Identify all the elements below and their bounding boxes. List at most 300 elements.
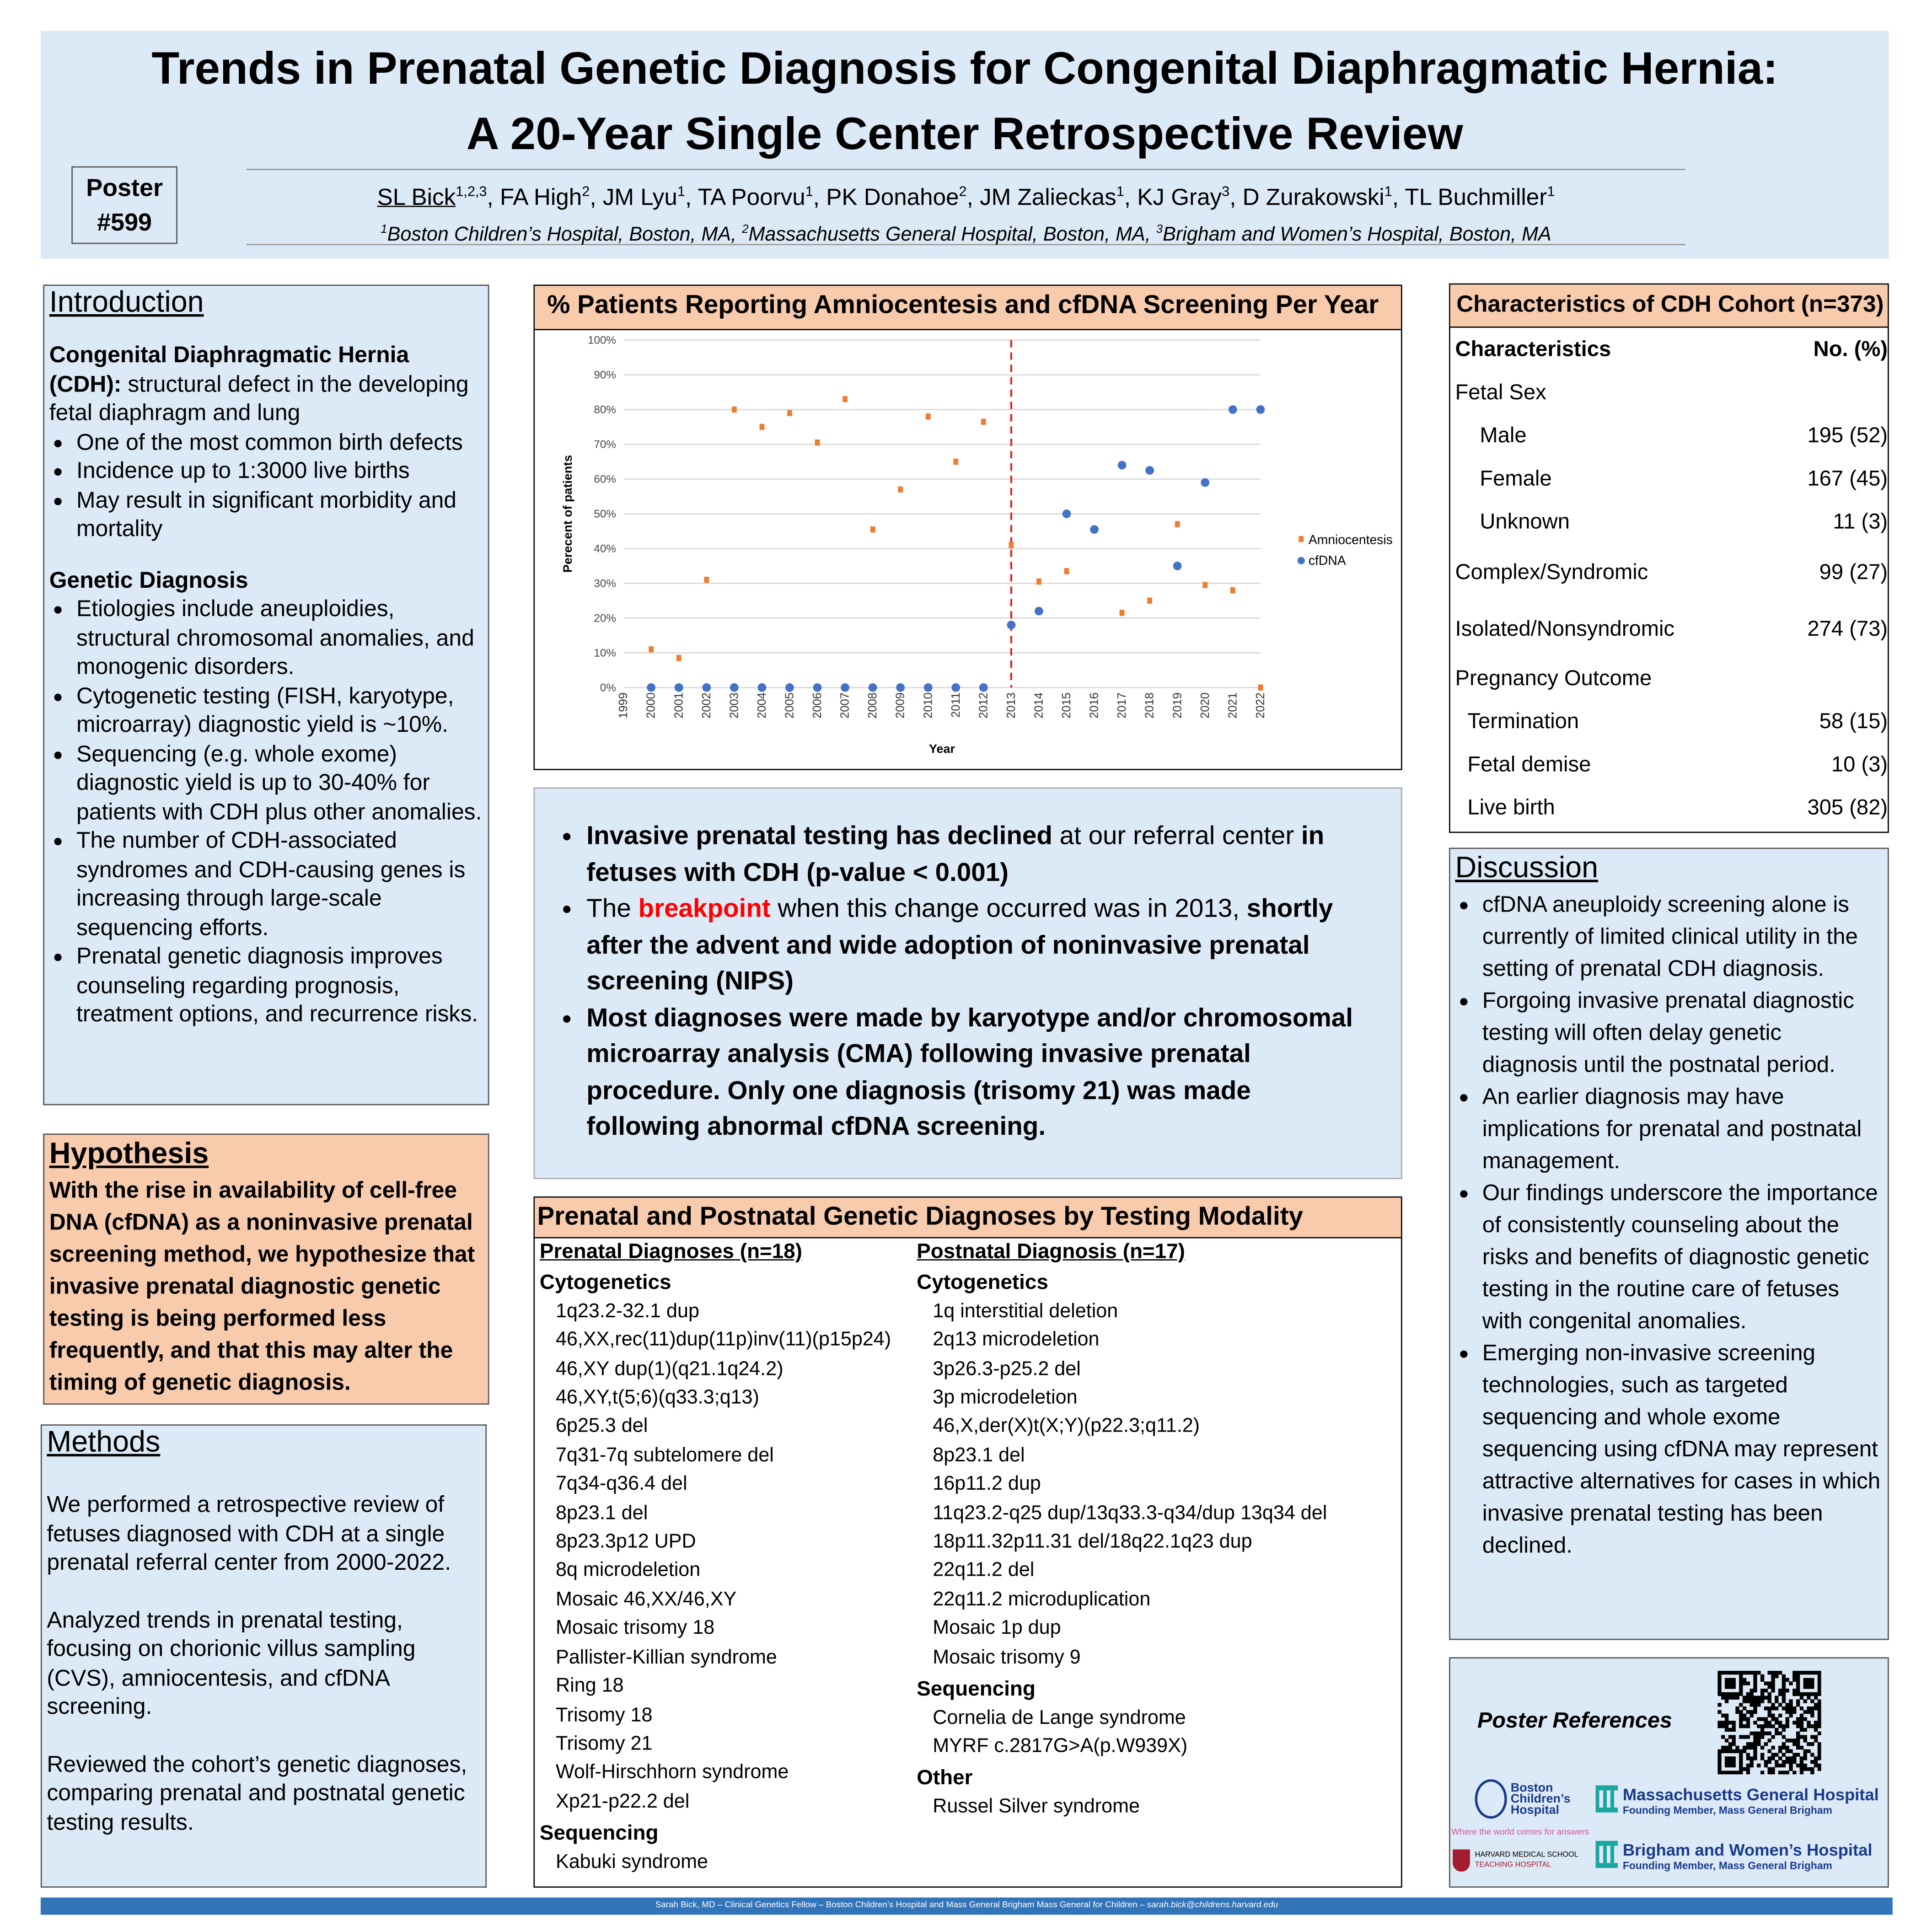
hypothesis-text: With the rise in availability of cell-free DNA (cfDNA) as a noninvasive prenatal screening method, we hypothesize that invasive prenatal diagnostic genetic testing is being performed less frequently, and that this may alter the timing of genetic diagnosis. xyxy=(49,1176,475,1395)
qr-module xyxy=(1818,1750,1821,1753)
qr-module xyxy=(1803,1699,1807,1703)
qr-module xyxy=(1800,1696,1803,1700)
qr-module xyxy=(1757,1732,1760,1735)
qr-module xyxy=(1800,1764,1803,1767)
references-panel xyxy=(1449,1657,1889,1888)
qr-module xyxy=(1768,1692,1771,1696)
qr-module xyxy=(1789,1760,1792,1764)
qr-module xyxy=(1778,1746,1782,1750)
qr-module xyxy=(1746,1671,1750,1674)
qr-module xyxy=(1810,1681,1814,1685)
x-tick-label: 2022 xyxy=(1254,692,1267,719)
qr-module xyxy=(1753,1753,1757,1756)
qr-module xyxy=(1750,1710,1754,1714)
qr-module xyxy=(1728,1764,1732,1767)
qr-module xyxy=(1764,1742,1768,1746)
qr-module xyxy=(1814,1739,1818,1742)
qr-module xyxy=(1750,1689,1754,1692)
qr-module xyxy=(1818,1674,1821,1678)
qr-module xyxy=(1771,1674,1775,1678)
qr-module xyxy=(1725,1721,1728,1724)
qr-module xyxy=(1789,1699,1792,1703)
qr-module xyxy=(1768,1760,1771,1764)
col-characteristics: Characteristics xyxy=(1455,336,1611,361)
qr-module xyxy=(1768,1681,1771,1685)
characteristic-label: Fetal demise xyxy=(1467,751,1591,777)
qr-module xyxy=(1760,1756,1764,1760)
qr-module xyxy=(1717,1724,1721,1728)
author-affiliation-sup: 1 xyxy=(1384,185,1392,200)
qr-module xyxy=(1732,1760,1736,1764)
qr-module xyxy=(1778,1756,1782,1760)
qr-module xyxy=(1746,1724,1750,1728)
qr-module xyxy=(1778,1771,1782,1774)
diagnosis-item: 3p microdeletion xyxy=(933,1387,1078,1409)
x-tick-label: 2014 xyxy=(1032,692,1046,719)
characteristic-label: Live birth xyxy=(1467,794,1555,820)
qr-module xyxy=(1771,1746,1775,1750)
qr-module xyxy=(1771,1717,1775,1721)
y-tick-label: 10% xyxy=(594,647,616,660)
qr-module xyxy=(1746,1721,1750,1724)
qr-module xyxy=(1760,1678,1764,1682)
qr-module xyxy=(1743,1750,1746,1753)
x-tick-label: 2019 xyxy=(1171,692,1184,719)
qr-module xyxy=(1739,1714,1743,1717)
genetic-bullets xyxy=(49,594,483,1028)
diagnosis-item: Kabuki syndrome xyxy=(555,1851,708,1873)
qr-module xyxy=(1732,1692,1736,1696)
legend-cfdna-marker xyxy=(1298,557,1305,564)
y-tick-label: 50% xyxy=(594,508,616,521)
author-affiliation-sup: 1 xyxy=(1116,185,1124,200)
qr-module xyxy=(1792,1753,1796,1756)
legend-label: Amniocentesis xyxy=(1308,532,1393,547)
diagnosis-item: 1q23.2-32.1 dup xyxy=(555,1301,699,1322)
qr-module xyxy=(1792,1742,1796,1746)
qr-module xyxy=(1778,1671,1782,1674)
qr-module xyxy=(1725,1756,1728,1760)
finding-1-text: at our referral center xyxy=(1052,821,1301,850)
discussion-bullet: • cfDNA aneuploidy screening alone is currently of limited clinical utility in the setting of prenatal CDH diagnosis. xyxy=(1482,888,1883,984)
qr-module xyxy=(1786,1721,1789,1724)
qr-module xyxy=(1782,1674,1786,1678)
qr-module xyxy=(1800,1771,1803,1774)
qr-module xyxy=(1732,1771,1736,1774)
affiliations xyxy=(247,217,1685,250)
author-list: SL Bick$^{1,2,3}$, FA High$^2$, JM Lyu$^1$, TA Poorvu$^1$, PK Donahoe$^2$, JM Zalieckas$^1$, KJ Gray$^3$, D Zurakowski$^1$, TL Buchmiller$^1$ xyxy=(377,185,1555,211)
characteristics-row xyxy=(1455,743,1888,786)
qr-module xyxy=(1728,1721,1732,1724)
qr-module xyxy=(1735,1746,1739,1750)
qr-module xyxy=(1717,1678,1721,1682)
qr-module xyxy=(1782,1728,1786,1732)
qr-module xyxy=(1789,1707,1792,1710)
qr-module xyxy=(1732,1671,1736,1674)
qr-module xyxy=(1753,1703,1757,1707)
qr-module xyxy=(1818,1692,1821,1696)
diagnosis-item: Russel Silver syndrome xyxy=(933,1796,1140,1817)
y-tick-label: 30% xyxy=(594,577,616,590)
qr-module xyxy=(1786,1707,1789,1710)
qr-module xyxy=(1796,1735,1800,1739)
qr-code[interactable] xyxy=(1717,1671,1821,1774)
methods-paragraph: Reviewed the cohort’s genetic diagnoses, comparing prenatal and postnatal genetic testing results. xyxy=(47,1750,467,1834)
qr-module xyxy=(1760,1735,1764,1739)
qr-module xyxy=(1739,1689,1743,1692)
qr-module xyxy=(1768,1767,1771,1771)
qr-module xyxy=(1746,1764,1750,1767)
qr-module xyxy=(1771,1671,1775,1674)
qr-module xyxy=(1743,1724,1746,1728)
characteristic-label: Complex/Syndromic xyxy=(1455,558,1648,584)
qr-module xyxy=(1764,1689,1768,1692)
qr-module xyxy=(1760,1717,1764,1721)
qr-module xyxy=(1743,1678,1746,1682)
qr-module xyxy=(1803,1717,1807,1721)
author-name: SL Bick xyxy=(377,185,456,211)
qr-module xyxy=(1796,1678,1800,1682)
affiliation-sup: 2 xyxy=(742,223,749,237)
x-tick-label: 2004 xyxy=(755,692,768,719)
qr-module xyxy=(1728,1678,1732,1682)
bch-line1: Boston xyxy=(1510,1781,1553,1795)
characteristic-value: 11 (3) xyxy=(1833,509,1888,534)
finding-2-bold: shortly after the advent and wide adoption of noninvasive prenatal screening (NIPS) xyxy=(586,894,1333,996)
cdh-term: Congenital Diaphragmatic Hernia (CDH): xyxy=(49,341,409,397)
qr-module xyxy=(1750,1692,1754,1696)
qr-module xyxy=(1768,1671,1771,1674)
qr-module xyxy=(1739,1750,1743,1753)
qr-module xyxy=(1782,1735,1786,1739)
amniocentesis-point xyxy=(1036,579,1041,585)
qr-module xyxy=(1803,1767,1807,1771)
qr-module xyxy=(1739,1735,1743,1739)
amniocentesis-point xyxy=(815,440,820,445)
qr-module xyxy=(1746,1753,1750,1756)
cfdna-point xyxy=(785,683,794,692)
qr-module xyxy=(1728,1742,1732,1746)
qr-module xyxy=(1750,1742,1754,1746)
qr-module xyxy=(1803,1685,1807,1689)
methods-title: Methods xyxy=(47,1425,161,1459)
x-tick-label: 2005 xyxy=(783,692,796,719)
qr-module xyxy=(1725,1671,1728,1674)
characteristic-value: 305 (82) xyxy=(1807,794,1888,820)
qr-module xyxy=(1807,1685,1810,1689)
qr-module xyxy=(1782,1681,1786,1685)
qr-module xyxy=(1778,1692,1782,1696)
finding-3 xyxy=(586,1000,1364,1145)
qr-module xyxy=(1800,1721,1803,1724)
qr-module xyxy=(1775,1753,1778,1756)
qr-module xyxy=(1796,1681,1800,1685)
qr-module xyxy=(1728,1771,1732,1774)
cfdna-point xyxy=(813,683,822,692)
cdh-bullet: • One of the most common birth defects xyxy=(76,427,483,456)
author-affiliation-sup: 1 xyxy=(1547,185,1555,200)
amniocentesis-point xyxy=(1064,568,1069,574)
qr-module xyxy=(1814,1764,1818,1767)
qr-module xyxy=(1743,1767,1746,1771)
qr-module xyxy=(1743,1696,1746,1700)
qr-module xyxy=(1803,1750,1807,1753)
qr-module xyxy=(1792,1760,1796,1764)
qr-module xyxy=(1786,1739,1789,1742)
qr-module xyxy=(1782,1696,1786,1700)
methods-panel xyxy=(41,1424,487,1888)
qr-module xyxy=(1739,1678,1743,1682)
qr-module xyxy=(1818,1681,1821,1685)
qr-module xyxy=(1775,1671,1778,1674)
qr-module xyxy=(1757,1703,1760,1707)
qr-module xyxy=(1786,1756,1789,1760)
finding-1-bold2: in fetuses with CDH (p-value < 0.001) xyxy=(586,821,1325,887)
diagnosis-item: Cornelia de Lange syndrome xyxy=(933,1707,1186,1728)
qr-module xyxy=(1735,1750,1739,1753)
introduction-title: Introduction xyxy=(49,285,204,319)
qr-module xyxy=(1789,1739,1792,1742)
qr-module xyxy=(1717,1764,1721,1767)
qr-module xyxy=(1810,1753,1814,1756)
amniocentesis-point xyxy=(759,424,764,430)
qr-module xyxy=(1786,1760,1789,1764)
qr-module xyxy=(1792,1678,1796,1682)
y-tick-label: 70% xyxy=(594,438,616,451)
author-name: JM Zalieckas xyxy=(980,185,1116,211)
qr-module xyxy=(1768,1732,1771,1735)
cfdna-point xyxy=(1090,525,1099,534)
characteristics-row xyxy=(1455,543,1888,600)
qr-module xyxy=(1792,1721,1796,1724)
diagnosis-item: 6p25.3 del xyxy=(555,1416,648,1438)
diagnosis-item: 8p23.1 del xyxy=(555,1503,648,1524)
qr-module xyxy=(1739,1671,1743,1674)
genetic-diagnosis-title: Genetic Diagnosis xyxy=(49,566,248,592)
qr-module xyxy=(1739,1692,1743,1696)
title-line-1: Trends in Prenatal Genetic Diagnosis for Congenital Diaphragmatic Hernia: xyxy=(151,43,1778,94)
qr-module xyxy=(1732,1728,1736,1732)
qr-module xyxy=(1768,1724,1771,1728)
qr-module xyxy=(1725,1760,1728,1764)
qr-module xyxy=(1728,1746,1732,1750)
x-tick-label: 2013 xyxy=(1004,692,1018,719)
qr-module xyxy=(1778,1721,1782,1724)
diagnosis-group-title: Other xyxy=(917,1766,973,1790)
qr-module xyxy=(1746,1756,1750,1760)
affiliation-name: Boston Children’s Hospital, Boston, MA, xyxy=(387,225,742,246)
qr-module xyxy=(1778,1732,1782,1735)
qr-module xyxy=(1775,1696,1778,1700)
qr-module xyxy=(1814,1721,1818,1724)
qr-module xyxy=(1743,1699,1746,1703)
qr-module xyxy=(1739,1764,1743,1767)
characteristic-value: 274 (73) xyxy=(1807,615,1888,640)
qr-module xyxy=(1753,1746,1757,1750)
affiliation-name: Brigham and Women’s Hospital, Boston, MA xyxy=(1163,225,1551,246)
amniocentesis-point xyxy=(953,459,958,465)
qr-module xyxy=(1818,1732,1821,1735)
qr-module xyxy=(1810,1685,1814,1689)
amniocentesis-point xyxy=(732,407,737,413)
x-tick-label: 2006 xyxy=(811,692,824,719)
cfdna-point xyxy=(951,683,960,692)
qr-module xyxy=(1807,1692,1810,1696)
qr-module xyxy=(1778,1689,1782,1692)
qr-module xyxy=(1739,1756,1743,1760)
qr-module xyxy=(1796,1689,1800,1692)
qr-module xyxy=(1810,1742,1814,1746)
qr-module xyxy=(1732,1742,1736,1746)
cfdna-point xyxy=(979,683,988,692)
author-name: FA High xyxy=(499,185,582,211)
qr-module xyxy=(1800,1724,1803,1728)
qr-module xyxy=(1810,1699,1814,1703)
qr-module xyxy=(1721,1714,1725,1717)
mgh-name: Massachusetts General Hospital xyxy=(1622,1785,1879,1804)
discussion-bullet: • Our findings underscore the importance of consistently counseling about the risks and benefits of diagnostic genetic testing in the routine care of fetuses with congenital anomalies. xyxy=(1482,1177,1883,1337)
qr-module xyxy=(1728,1750,1732,1753)
qr-module xyxy=(1782,1685,1786,1689)
qr-module xyxy=(1725,1685,1728,1689)
qr-module xyxy=(1818,1746,1821,1750)
qr-module xyxy=(1753,1756,1757,1760)
qr-module xyxy=(1771,1724,1775,1728)
poster-number-box xyxy=(71,166,177,244)
author-name: JM Lyu xyxy=(602,185,677,211)
characteristics-row xyxy=(1455,700,1888,743)
qr-module xyxy=(1721,1671,1725,1674)
qr-module xyxy=(1814,1735,1818,1739)
qr-module xyxy=(1743,1717,1746,1721)
findings-panel xyxy=(533,787,1402,1179)
qr-module xyxy=(1803,1764,1807,1767)
footer-email[interactable]: sarah.bick@childrens.harvard.edu xyxy=(1147,1901,1278,1910)
characteristic-value: 195 (52) xyxy=(1807,423,1888,447)
footer xyxy=(41,1898,1893,1915)
characteristics-panel xyxy=(1449,284,1889,833)
introduction-panel xyxy=(43,284,489,1105)
qr-module xyxy=(1818,1689,1821,1692)
qr-module xyxy=(1803,1678,1807,1682)
qr-module xyxy=(1818,1756,1821,1760)
qr-module xyxy=(1735,1710,1739,1714)
x-tick-label: 2002 xyxy=(700,692,713,719)
qr-module xyxy=(1760,1696,1764,1700)
qr-module xyxy=(1717,1721,1721,1724)
qr-module xyxy=(1768,1696,1771,1700)
qr-module xyxy=(1732,1696,1736,1700)
qr-module xyxy=(1732,1678,1736,1682)
y-tick-label: 100% xyxy=(587,334,616,347)
title-line-2: A 20-Year Single Center Retrospective Review xyxy=(466,108,1463,159)
characteristics-header-row xyxy=(1455,328,1888,371)
qr-module xyxy=(1739,1717,1743,1721)
diagnosis-item: 22q11.2 microduplication xyxy=(933,1589,1151,1610)
x-tick-label: 2011 xyxy=(949,692,962,718)
discussion-title: Discussion xyxy=(1455,851,1599,885)
qr-module xyxy=(1792,1771,1796,1774)
qr-module xyxy=(1750,1703,1754,1707)
qr-module xyxy=(1768,1685,1771,1689)
qr-module xyxy=(1750,1746,1754,1750)
qr-module xyxy=(1717,1750,1721,1753)
qr-module xyxy=(1800,1714,1803,1717)
bwh-building-icon xyxy=(1596,1841,1618,1868)
qr-module xyxy=(1768,1707,1771,1710)
cfdna-point xyxy=(1229,405,1237,414)
x-tick-label: 2012 xyxy=(977,692,990,719)
qr-module xyxy=(1818,1710,1821,1714)
diagnosis-item: 8p23.3p12 UPD xyxy=(555,1531,696,1553)
cfdna-point xyxy=(1145,466,1154,475)
amniocentesis-point xyxy=(1120,610,1125,616)
qr-module xyxy=(1786,1710,1789,1714)
qr-module xyxy=(1796,1732,1800,1735)
qr-module xyxy=(1771,1714,1775,1717)
author-affiliation-sup: 3 xyxy=(1222,185,1230,200)
qr-module xyxy=(1768,1714,1771,1717)
qr-module xyxy=(1717,1753,1721,1756)
finding-2-pre: The xyxy=(586,894,639,923)
qr-module xyxy=(1818,1671,1821,1674)
qr-module xyxy=(1764,1732,1768,1735)
qr-module xyxy=(1743,1746,1746,1750)
qr-module xyxy=(1768,1699,1771,1703)
qr-module xyxy=(1786,1678,1789,1682)
qr-module xyxy=(1746,1735,1750,1739)
cfdna-point xyxy=(647,683,655,692)
amniocentesis-point xyxy=(1009,542,1014,548)
qr-module xyxy=(1810,1735,1814,1739)
author-name: D Zurakowski xyxy=(1242,185,1385,211)
qr-module xyxy=(1750,1714,1754,1717)
qr-module xyxy=(1800,1728,1803,1732)
amniocentesis-point xyxy=(704,577,709,583)
qr-module xyxy=(1810,1724,1814,1728)
diagnosis-item: Mosaic trisomy 9 xyxy=(933,1647,1081,1668)
qr-module xyxy=(1753,1735,1757,1739)
mgh-logo xyxy=(1596,1785,1879,1816)
diagnosis-item: 3p26.3-p25.2 del xyxy=(933,1358,1081,1380)
qr-module xyxy=(1717,1685,1721,1689)
diagnoses-title: Prenatal and Postnatal Genetic Diagnoses by Testing Modality xyxy=(535,1197,1401,1238)
qr-module xyxy=(1760,1689,1764,1692)
qr-module xyxy=(1771,1685,1775,1689)
discussion-bullet: • Emerging non-invasive screening technologies, such as targeted sequencing and whole exome sequencing using cfDNA may represent attractive alternatives for cases in which invasive prenatal testing has been declined. xyxy=(1482,1337,1883,1561)
qr-module xyxy=(1764,1707,1768,1710)
qr-module xyxy=(1810,1678,1814,1682)
cfdna-point xyxy=(1063,510,1071,518)
qr-module xyxy=(1796,1739,1800,1742)
x-tick-label: 2001 xyxy=(672,692,686,719)
cfdna-point xyxy=(1007,621,1015,629)
qr-module xyxy=(1775,1732,1778,1735)
y-tick-label: 40% xyxy=(594,542,616,555)
x-tick-label: 2010 xyxy=(922,692,935,719)
qr-module xyxy=(1753,1750,1757,1753)
qr-module xyxy=(1743,1714,1746,1717)
qr-module xyxy=(1803,1681,1807,1685)
qr-module xyxy=(1796,1699,1800,1703)
diagnosis-item: 46,XY,t(5;6)(q33.3;q13) xyxy=(555,1387,759,1409)
chart-panel xyxy=(533,284,1402,770)
amniocentesis-point xyxy=(649,646,654,652)
characteristic-value: 10 (3) xyxy=(1831,751,1888,777)
qr-module xyxy=(1717,1681,1721,1685)
qr-module xyxy=(1739,1767,1743,1771)
characteristic-label: Pregnancy Outcome xyxy=(1455,665,1652,690)
